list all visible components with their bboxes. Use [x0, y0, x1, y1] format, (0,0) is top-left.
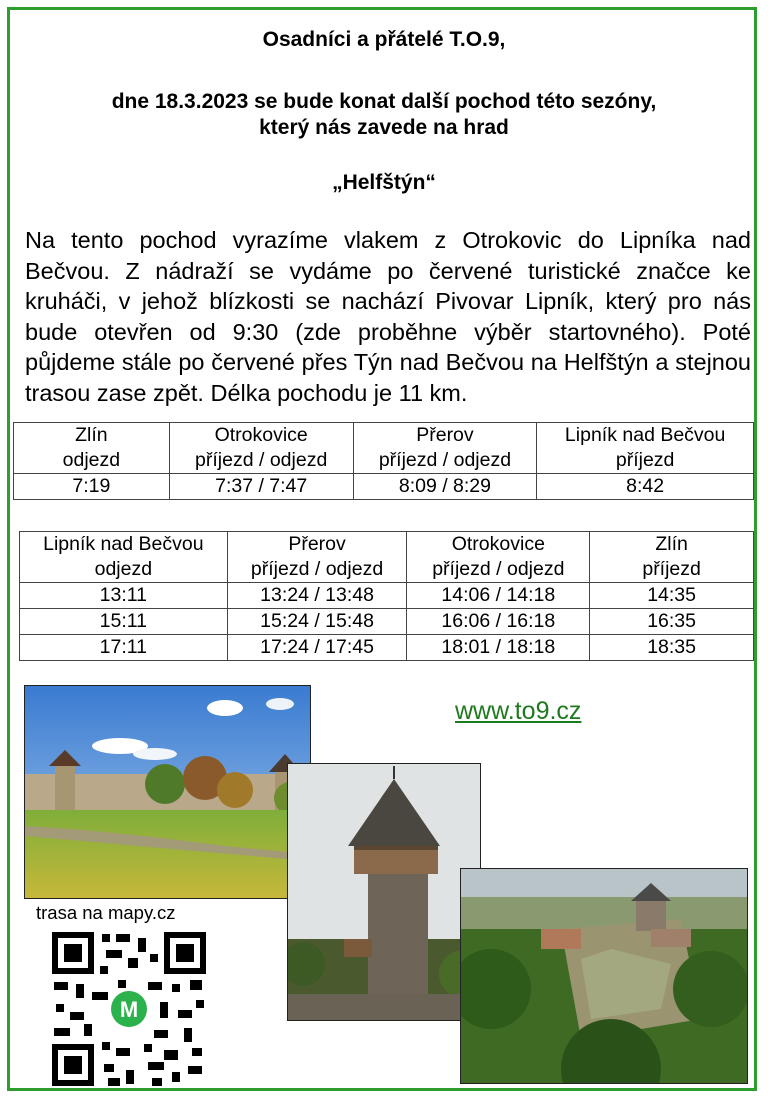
- time-cell: 14:06 / 14:18: [407, 583, 590, 609]
- header-cell: Lipník nad Bečvou odjezd: [20, 532, 228, 583]
- castle-walls-photo: [24, 685, 311, 899]
- time-cell: 7:19: [14, 474, 170, 500]
- event-destination-line: který nás zavede na hrad: [259, 116, 509, 139]
- time-cell: 17:11: [20, 635, 228, 661]
- castle-tower-photo: [287, 763, 481, 1021]
- time-cell: 14:35: [590, 583, 754, 609]
- castle-aerial-photo: [460, 868, 748, 1084]
- time-cell: 13:24 / 13:48: [227, 583, 407, 609]
- event-date-line: dne 18.3.2023 se bude konat další pochod této sezóny,: [111, 90, 657, 113]
- time-cell: 7:37 / 7:47: [169, 474, 353, 500]
- timetable-header-row: [14, 423, 754, 474]
- table-row: [14, 474, 754, 500]
- time-cell: 13:11: [20, 583, 228, 609]
- greeting: Osadníci a přátelé T.O.9,: [262, 28, 506, 51]
- header-cell: Lipník nad Bečvou příjezd: [537, 423, 754, 474]
- outbound-timetable: [13, 422, 754, 500]
- intro-paragraph: Na tento pochod vyrazíme vlakem z Otrokovic do Lipníka nad Bečvou. Z nádraží se vydáme po červené turistické značce ke kruháči, v jehož blízkosti se nachází Pivovar Lipník, který pro nás bude otevřen od 9:30 (zde proběhne výběr startovného). Poté půjdeme stále po červené přes Týn nad Bečvou na Helfštýn a stejnou trasou zase zpět. Délka pochodu je 11 km.: [25, 227, 751, 406]
- time-cell: 15:24 / 15:48: [227, 609, 407, 635]
- mapy-logo-letter: M: [119, 997, 139, 1022]
- time-cell: 8:42: [537, 474, 754, 500]
- table-row: [20, 635, 754, 661]
- time-cell: 15:11: [20, 609, 228, 635]
- header-cell: Přerov příjezd / odjezd: [353, 423, 537, 474]
- return-timetable: [19, 531, 754, 661]
- time-cell: 16:06 / 16:18: [407, 609, 590, 635]
- time-cell: 8:09 / 8:29: [353, 474, 537, 500]
- table-row: [20, 583, 754, 609]
- qr-code[interactable]: [52, 932, 206, 1086]
- header-cell: Zlín odjezd: [14, 423, 170, 474]
- qr-caption: trasa na mapy.cz: [36, 902, 176, 923]
- table-row: [20, 609, 754, 635]
- header-cell: Otrokovice příjezd / odjezd: [169, 423, 353, 474]
- time-cell: 16:35: [590, 609, 754, 635]
- header-cell: Otrokovice příjezd / odjezd: [407, 532, 590, 583]
- time-cell: 18:01 / 18:18: [407, 635, 590, 661]
- time-cell: 18:35: [590, 635, 754, 661]
- website-link[interactable]: www.to9.cz: [455, 697, 582, 725]
- castle-name: „Helfštýn“: [332, 171, 436, 194]
- header-cell: Zlín příjezd: [590, 532, 754, 583]
- header-cell: Přerov příjezd / odjezd: [227, 532, 407, 583]
- time-cell: 17:24 / 17:45: [227, 635, 407, 661]
- timetable-header-row: [20, 532, 754, 583]
